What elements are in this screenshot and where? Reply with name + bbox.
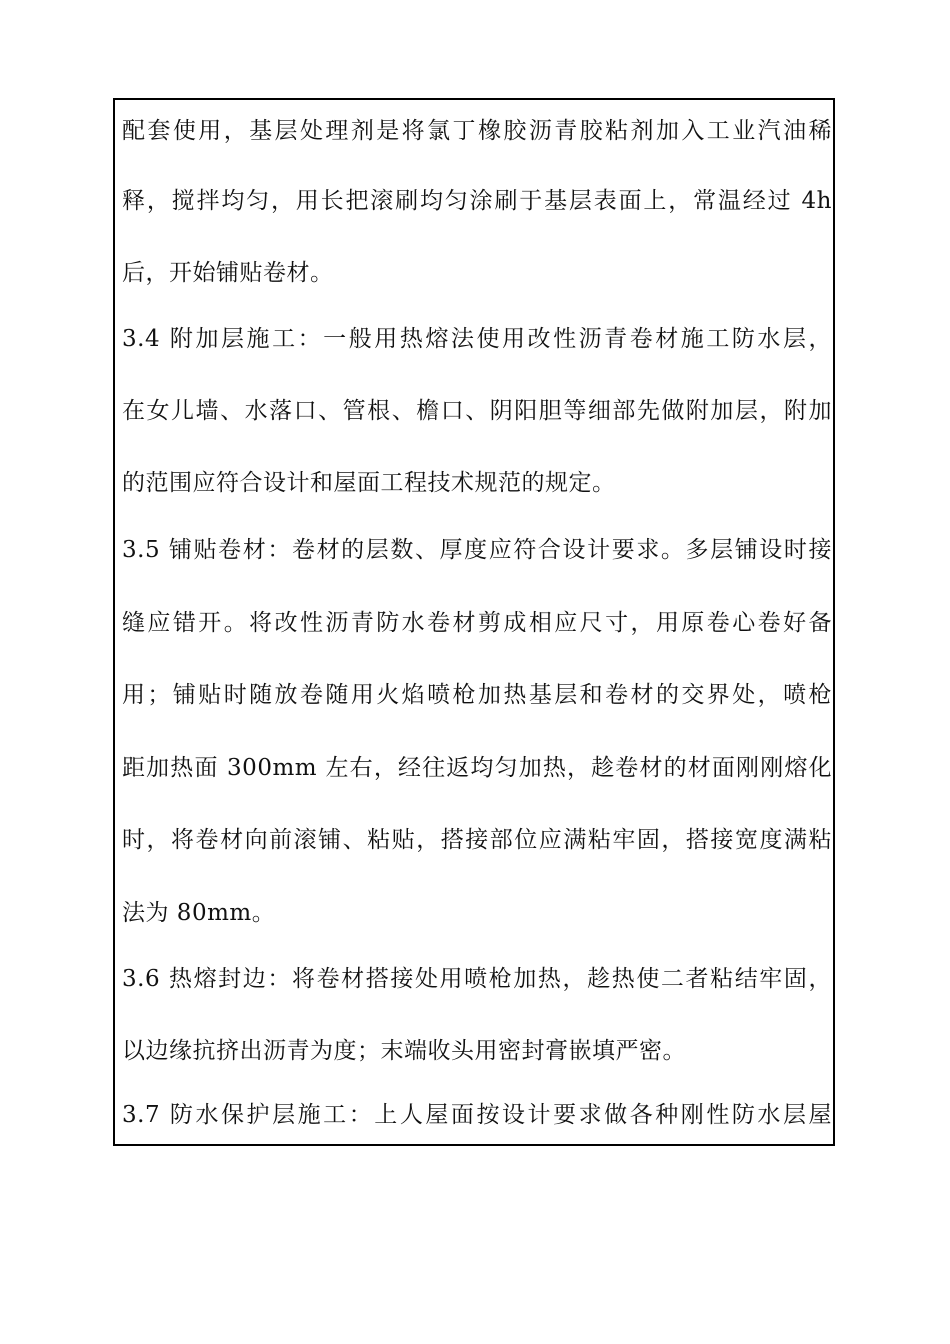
paragraph-line: 法为 80mm。 xyxy=(122,900,276,926)
paragraph-line: 后，开始铺贴卷材。 xyxy=(122,260,334,286)
paragraph-line: 配套使用，基层处理剂是将氯丁橡胶沥青胶粘剂加入工业汽油稀 xyxy=(122,118,832,144)
paragraph-line: 的范围应符合设计和屋面工程技术规范的规定。 xyxy=(122,470,616,496)
paragraph-line: 时，将卷材向前滚铺、粘贴，搭接部位应满粘牢固，搭接宽度满粘 xyxy=(122,827,832,853)
paragraph-line: 在女儿墙、水落口、管根、檐口、阴阳胆等细部先做附加层，附加 xyxy=(122,398,832,424)
section-3-7-line: 3.7 防水保护层施工：上人屋面按设计要求做各种刚性防水层屋 xyxy=(122,1102,832,1128)
paragraph-line: 用；铺贴时随放卷随用火焰喷枪加热基层和卷材的交界处，喷枪 xyxy=(122,682,832,708)
paragraph-line: 以边缘抗挤出沥青为度；末端收头用密封膏嵌填严密。 xyxy=(122,1038,686,1064)
section-3-6-line: 3.6 热熔封边：将卷材搭接处用喷枪加热，趁热使二者粘结牢固， xyxy=(122,966,832,992)
section-3-5-line: 3.5 铺贴卷材：卷材的层数、厚度应符合设计要求。多层铺设时接 xyxy=(122,537,832,563)
paragraph-line: 释，搅拌均匀，用长把滚刷均匀涂刷于基层表面上，常温经过 4h xyxy=(122,188,832,214)
paragraph-line: 距加热面 300mm 左右，经往返均匀加热，趁卷材的材面刚刚熔化 xyxy=(122,755,832,781)
paragraph-line: 缝应错开。将改性沥青防水卷材剪成相应尺寸，用原卷心卷好备 xyxy=(122,610,832,636)
section-3-4-line: 3.4 附加层施工：一般用热熔法使用改性沥青卷材施工防水层， xyxy=(122,326,832,352)
